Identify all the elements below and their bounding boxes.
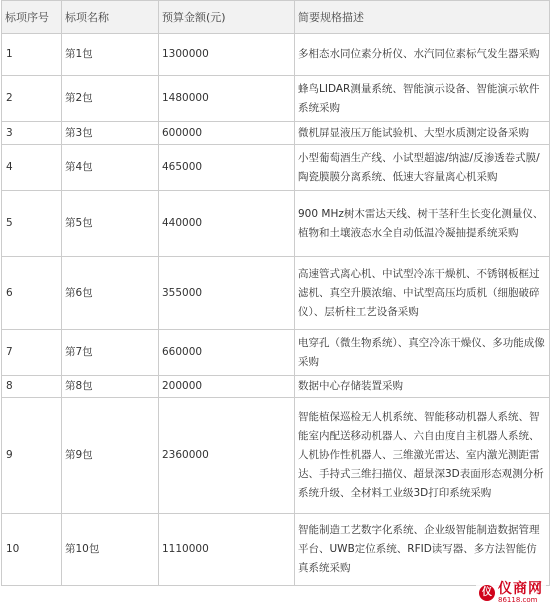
watermark-text [498, 582, 543, 604]
cell-item-no: 7 [2, 330, 62, 376]
cell-item-name: 第9包 [62, 398, 159, 514]
cell-budget: 465000 [159, 145, 295, 191]
cell-item-no: 4 [2, 145, 62, 191]
table-row [2, 376, 550, 398]
cell-budget: 600000 [159, 122, 295, 145]
table-row [2, 34, 550, 76]
site-watermark [476, 581, 546, 605]
table-row [2, 398, 550, 514]
watermark-url: 86118.com [498, 596, 538, 604]
header-description: 简要规格描述 [295, 1, 550, 34]
cell-item-no: 3 [2, 122, 62, 145]
table-row [2, 257, 550, 330]
cell-description: 高速管式离心机、中试型冷冻干燥机、不锈钢板框过滤机、真空升膜浓缩、中试型高压均质机（细胞破碎仪）、层析柱工艺设备采购 [295, 257, 550, 330]
cell-item-no: 1 [2, 34, 62, 76]
cell-description: 智能制造工艺数字化系统、企业级智能制造数据管理平台、UWB定位系统、RFID读写器、多方法智能仿真系统采购 [295, 514, 550, 586]
cell-budget: 355000 [159, 257, 295, 330]
cell-item-name: 第4包 [62, 145, 159, 191]
table-row [2, 122, 550, 145]
cell-description: 智能植保巡检无人机系统、智能移动机器人系统、智能室内配送移动机器人、六自由度自主机器人系统、人机协作性机器人、三维激光雷达、室内激光测距雷达、手持式三维扫描仪、超景深3D表面形态观测分析系统升级、全材料工业级3D打印系统采购 [295, 398, 550, 514]
cell-description: 微机屏显液压万能试验机、大型水质测定设备采购 [295, 122, 550, 145]
cell-item-name: 第10包 [62, 514, 159, 586]
cell-item-no: 5 [2, 191, 62, 257]
cell-item-no: 6 [2, 257, 62, 330]
procurement-table [1, 0, 550, 586]
table-row [2, 76, 550, 122]
cell-budget: 1300000 [159, 34, 295, 76]
site-logo-icon: 仪 [479, 585, 495, 601]
cell-item-name: 第6包 [62, 257, 159, 330]
watermark-title: 仪商网 [498, 581, 543, 597]
cell-item-name: 第5包 [62, 191, 159, 257]
cell-budget: 200000 [159, 376, 295, 398]
cell-budget: 440000 [159, 191, 295, 257]
cell-description: 电穿孔（微生物系统）、真空冷冻干燥仪、多功能成像采购 [295, 330, 550, 376]
cell-item-no: 8 [2, 376, 62, 398]
table-row [2, 514, 550, 586]
cell-item-name: 第1包 [62, 34, 159, 76]
cell-description: 小型葡萄酒生产线、小试型超滤/纳滤/反渗透卷式膜/陶瓷膜膜分离系统、低速大容量离心机采购 [295, 145, 550, 191]
cell-description: 900 MHz树木雷达天线、树干茎秆生长变化测量仪、植物和土壤液态水全自动低温冷凝抽提系统采购 [295, 191, 550, 257]
cell-budget: 660000 [159, 330, 295, 376]
header-budget: 预算金额(元) [159, 1, 295, 34]
table-row [2, 330, 550, 376]
cell-description: 蜂鸟LIDAR测量系统、智能演示设备、智能演示软件系统采购 [295, 76, 550, 122]
cell-budget: 2360000 [159, 398, 295, 514]
cell-description: 数据中心存储装置采购 [295, 376, 550, 398]
table-row [2, 145, 550, 191]
cell-item-name: 第2包 [62, 76, 159, 122]
header-item-no: 标项序号 [2, 1, 62, 34]
cell-description: 多相态水同位素分析仪、水汽同位素标气发生器采购 [295, 34, 550, 76]
table-header-row [2, 1, 550, 34]
cell-item-no: 10 [2, 514, 62, 586]
cell-item-name: 第3包 [62, 122, 159, 145]
header-item-name: 标项名称 [62, 1, 159, 34]
cell-budget: 1110000 [159, 514, 295, 586]
cell-item-name: 第7包 [62, 330, 159, 376]
cell-item-no: 2 [2, 76, 62, 122]
cell-item-name: 第8包 [62, 376, 159, 398]
cell-budget: 1480000 [159, 76, 295, 122]
cell-item-no: 9 [2, 398, 62, 514]
table-row [2, 191, 550, 257]
